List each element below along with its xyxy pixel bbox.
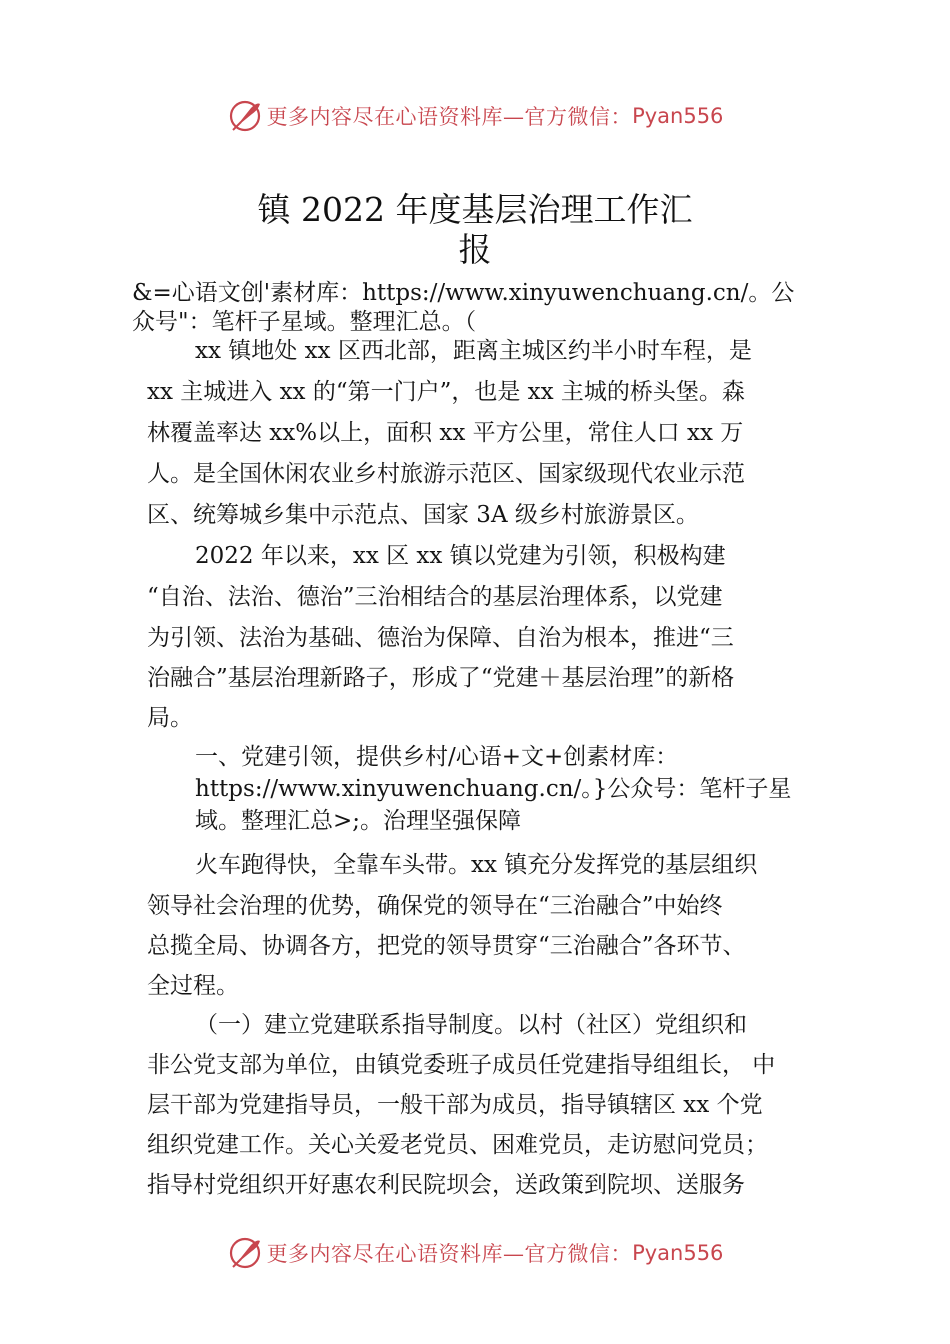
- text-line: 人。是全国休闲农业乡村旅游示范区、国家级现代农业示范: [147, 461, 745, 487]
- section-heading-line: 一、党建引领，提供乡村/心语+文+创素材库：: [195, 744, 679, 770]
- watermark-wechat-id: Pyan556: [632, 1241, 724, 1265]
- text-line: 众号"：笔杆子星域。整理汇总。（: [132, 309, 477, 335]
- text-line: 层干部为党建指导员，一般干部为成员，指导镇辖区 xx 个党: [147, 1092, 763, 1118]
- text-line: 火车跑得快，全靠车头带。xx 镇充分发挥党的基层组织: [195, 852, 758, 878]
- text-line: 领导社会治理的优势，确保党的领导在“三治融合”中始终: [147, 893, 723, 919]
- text-line: 全过程。: [147, 973, 239, 999]
- text-line: （一）建立党建联系指导制度。以村（社区）党组织和: [195, 1012, 747, 1038]
- watermark-banner-bottom: [0, 1231, 950, 1275]
- watermark-wechat-id: Pyan556: [632, 104, 724, 128]
- section-heading-line: 域。整理汇总>;。治理坚强保障: [195, 808, 522, 834]
- watermark-text: 更多内容尽在心语资料库—官方微信：: [266, 1242, 633, 1266]
- text-line: &=心语文创'素材库：https://www.xinyuwenchuang.cn/。公: [132, 280, 795, 306]
- text-line: “自治、法治、德治”三治相结合的基层治理体系，以党建: [147, 584, 723, 610]
- watermark-text: 更多内容尽在心语资料库—官方微信：: [266, 105, 633, 129]
- text-line: xx 镇地处 xx 区西北部，距离主城区约半小时车程，是: [195, 338, 752, 364]
- text-line: 指导村党组织开好惠农利民院坝会，送政策到院坝、送服务: [147, 1172, 745, 1198]
- quill-pen-icon: [227, 98, 263, 134]
- document-title-line-1: 镇 2022 年度基层治理工作汇: [257, 190, 693, 229]
- text-line: 局。: [147, 705, 193, 731]
- text-line: xx 主城进入 xx 的“第一门户”，也是 xx 主城的桥头堡。森: [147, 379, 745, 405]
- text-line: 非公党支部为单位，由镇党委班子成员任党建指导组组长， 中: [147, 1052, 776, 1078]
- text-line: 组织党建工作。关心关爱老党员、困难党员，走访慰问党员；: [147, 1132, 768, 1158]
- text-line: 林覆盖率达 xx%以上，面积 xx 平方公里，常住人口 xx 万: [147, 420, 744, 446]
- quill-pen-icon: [227, 1235, 263, 1271]
- text-line: 为引领、法治为基础、德治为保障、自治为根本，推进“三: [147, 625, 734, 651]
- text-line: 区、统筹城乡集中示范点、国家 3A 级乡村旅游景区。: [147, 502, 699, 528]
- text-line: 治融合”基层治理新路子，形成了“党建＋基层治理”的新格: [147, 665, 735, 691]
- text-line: 2022 年以来，xx 区 xx 镇以党建为引领，积极构建: [195, 543, 726, 569]
- watermark-banner-top: [0, 94, 950, 138]
- text-line: 总揽全局、协调各方，把党的领导贯穿“三治融合”各环节、: [147, 933, 746, 959]
- document-title-line-2: 报: [458, 230, 492, 269]
- section-heading-line: https://www.xinyuwenchuang.cn/。}公众号：笔杆子星: [195, 776, 792, 802]
